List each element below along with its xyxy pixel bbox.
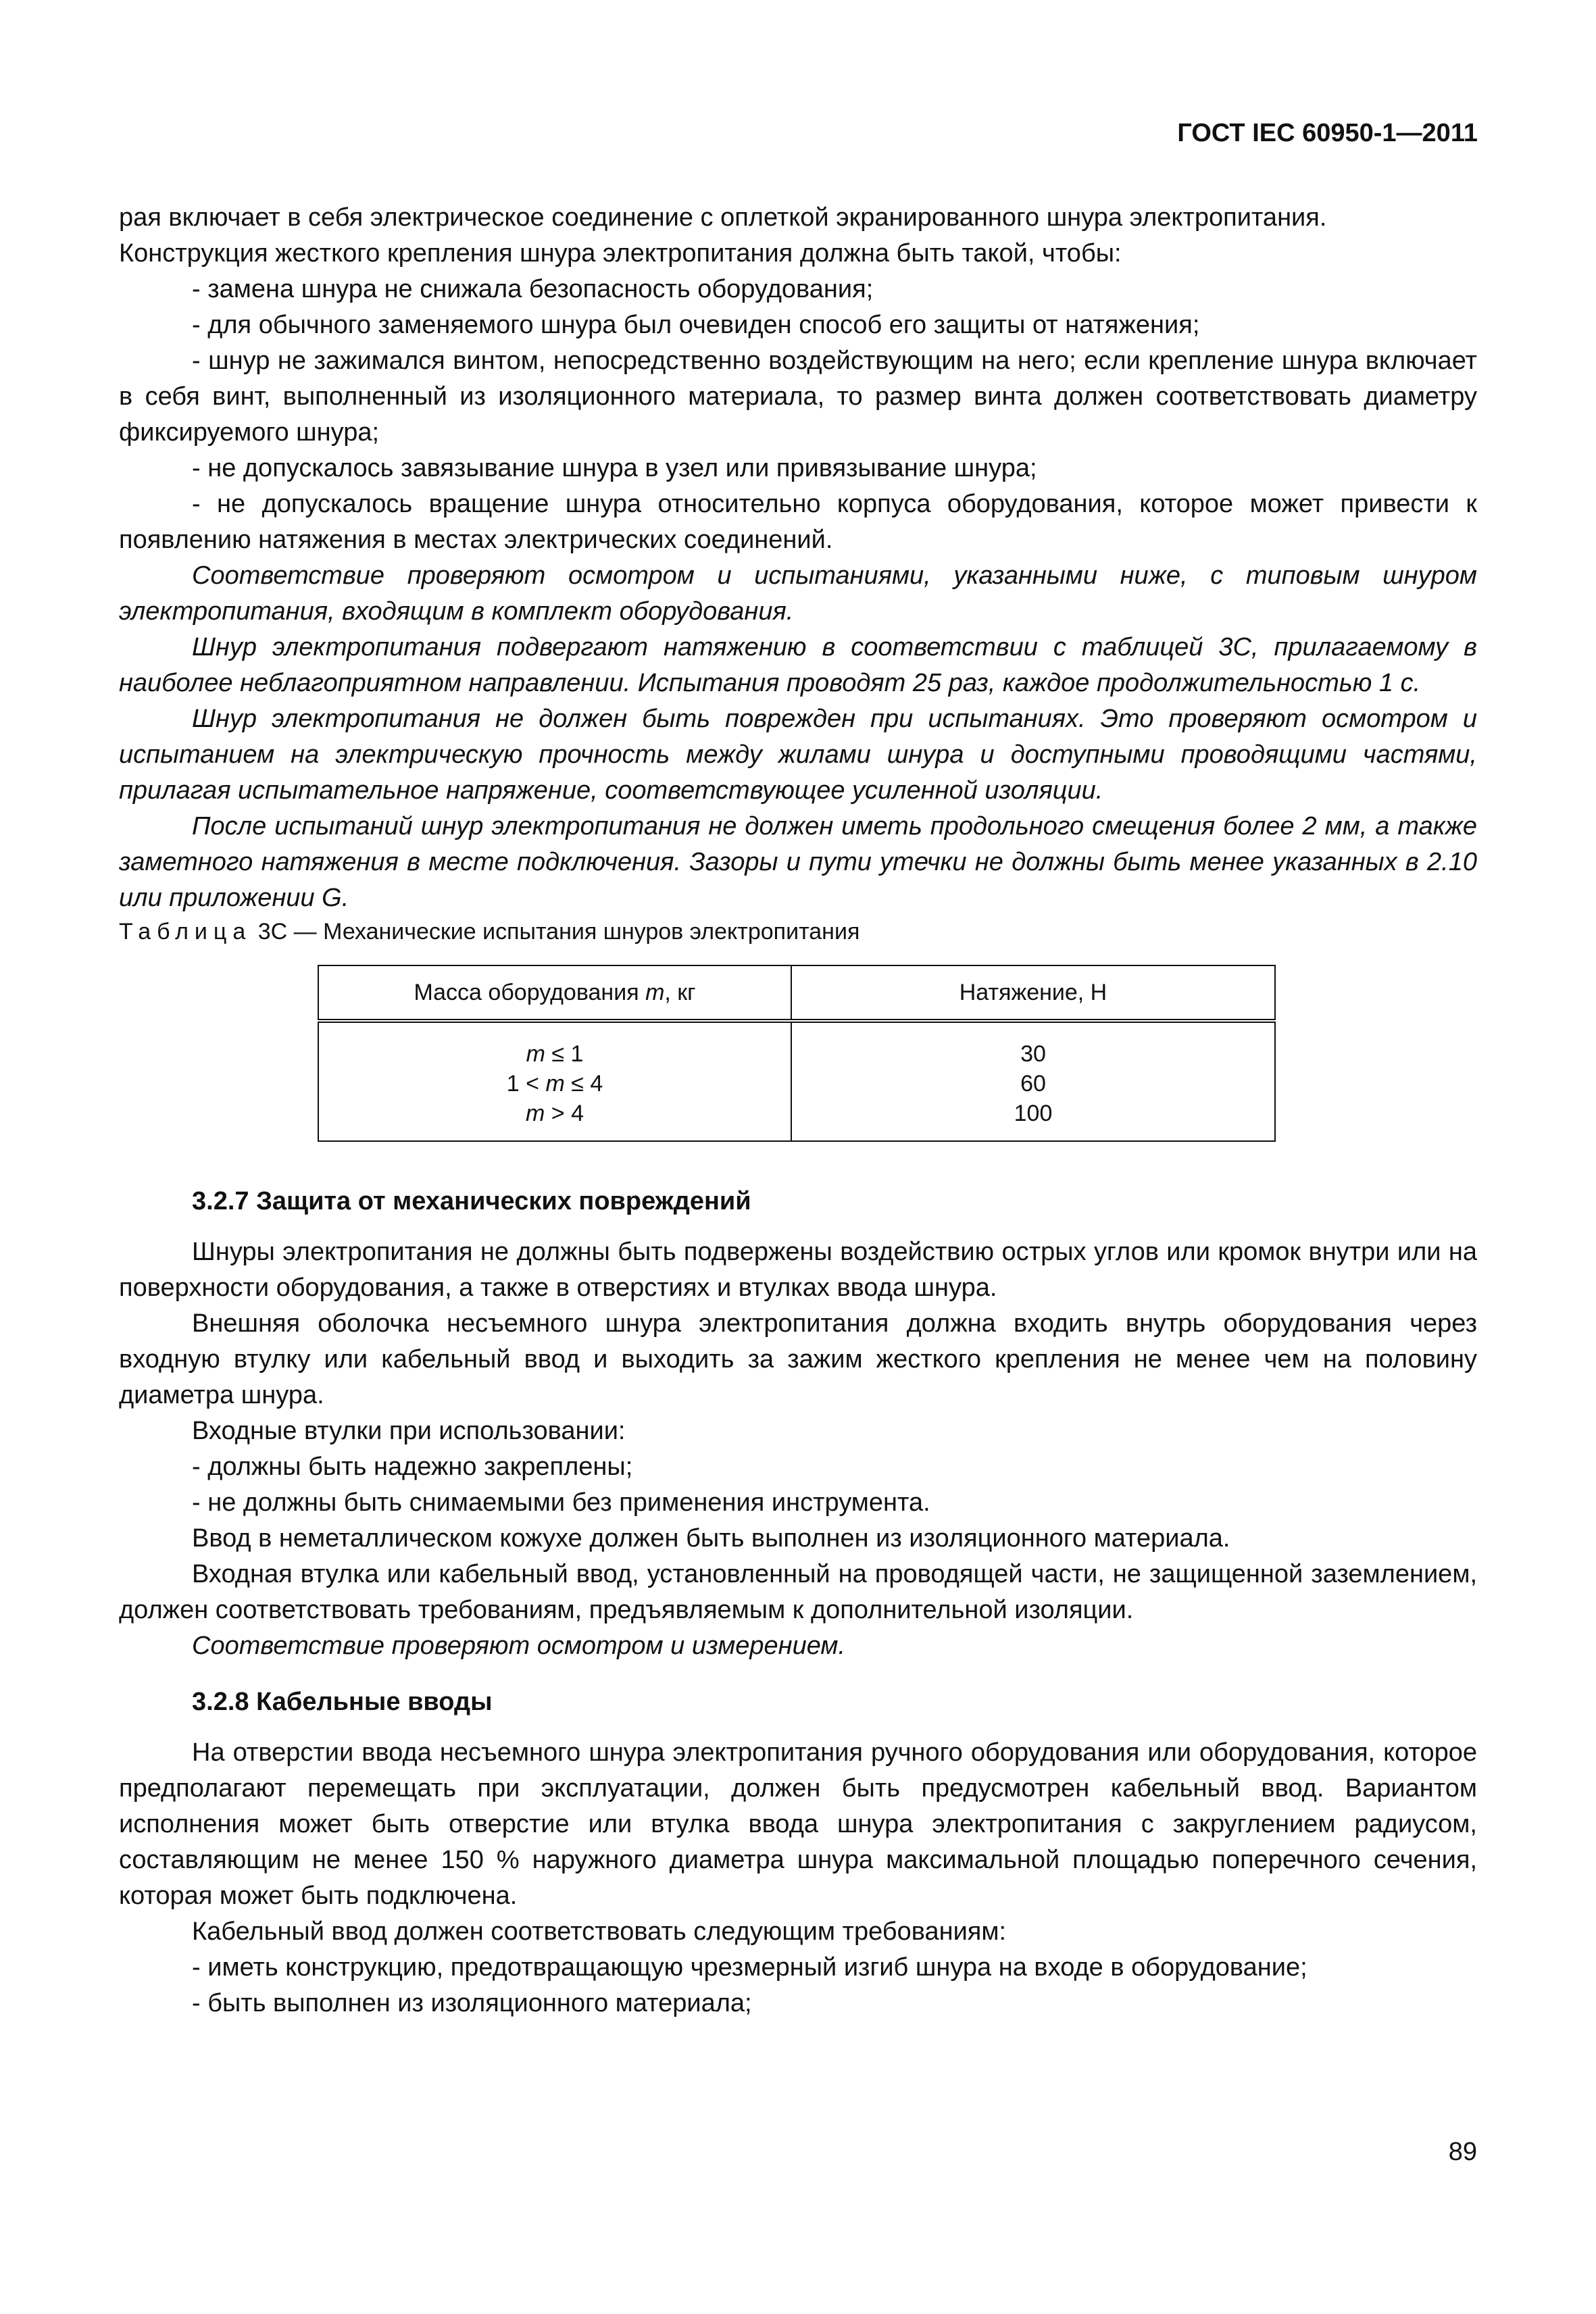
compliance-paragraph: Шнур электропитания не должен быть поврежден при испытаниях. Это проверяют осмотром и испытанием на электрическую прочность между жилами шнура и доступными проводящими частями, прилагая испытательное напряжение, соответствующее усиленной изоляции. [119, 705, 1477, 805]
list-item: - шнур не зажимался винтом, непосредственно воздействующим на него; если крепление шнура включает в себя винт, выполненный из изоляционного материала, то размер винта должен соответствовать диаметру фиксируемого шнура; [119, 347, 1477, 447]
list-item: - не должны быть снимаемыми без применения инструмента. [192, 1488, 930, 1517]
table-row [318, 1021, 1275, 1141]
column-header-tension: Натяжение, Н [791, 965, 1275, 1021]
mass-suffix: ≤ 1 [545, 1041, 584, 1067]
list-item: - не допускалось вращение шнура относительно корпуса оборудования, которое может привести к появлению натяжения в местах электрических соединений. [119, 490, 1477, 554]
document-header: ГОСТ IEC 60950-1—2011 [1177, 119, 1478, 147]
table-caption-title: 3С — Механические испытания шнуров электропитания [251, 919, 860, 945]
list-item: - должны быть надежно закреплены; [192, 1453, 633, 1481]
mass-variable: m [526, 1101, 545, 1126]
header-unit: , кг [664, 979, 696, 1005]
mass-prefix: 1 < [506, 1071, 546, 1097]
compliance-paragraph: Шнур электропитания подвергают натяжению в соответствии с таблицей 3С, прилагаемому в наиболее неблагоприятном направлении. Испытания проводят 25 раз, каждое продолжительностью 1 с. [119, 633, 1477, 697]
paragraph: На отверстии ввода несъемного шнура электропитания ручного оборудования или оборудования, которое предполагают перемещать при эксплуатации, должен быть предусмотрен кабельный ввод. Вариантом исполнения может быть отверстие или втулка ввода шнура электропитания с закруглением радиусом, составляющим не менее 150 % наружного диаметра шнура максимальной площадью поперечного сечения, которая может быть подключена. [119, 1738, 1477, 1910]
tension-cell [791, 1021, 1275, 1141]
mass-suffix: > 4 [545, 1101, 584, 1126]
paragraph: Входная втулка или кабельный ввод, установленный на проводящей части, не защищенной заземлением, должен соответствовать требованиям, предъявляемым к дополнительной изоляции. [119, 1560, 1477, 1624]
tension-value: 100 [1014, 1101, 1053, 1126]
header-text: Масса оборудования [414, 979, 646, 1005]
compliance-paragraph: Соответствие проверяют осмотром и измерением. [192, 1632, 846, 1660]
mass-variable: m [526, 1041, 545, 1067]
mass-variable: m [545, 1071, 565, 1097]
mass-cell [318, 1021, 791, 1141]
mass-value [319, 1039, 791, 1069]
paragraph: Внешняя оболочка несъемного шнура электропитания должна входить внутрь оборудования через входную втулку или кабельный ввод и выходить за зажим жесткого крепления не менее чем на половину диаметра шнура. [119, 1309, 1477, 1409]
paragraph: Ввод в неметаллическом кожухе должен быть выполнен из изоляционного материала. [192, 1524, 1230, 1553]
list-item: - иметь конструкцию, предотвращающую чрезмерный изгиб шнура на входе в оборудование; [192, 1953, 1307, 1982]
compliance-paragraph: После испытаний шнур электропитания не должен иметь продольного смещения более 2 мм, а также заметного натяжения в месте подключения. Зазоры и пути утечки не должны быть менее указанных в 2.10 или приложении G. [119, 812, 1477, 912]
paragraph: Кабельный ввод должен соответствовать следующим требованиям: [192, 1917, 1007, 1946]
header-variable: m [645, 979, 665, 1005]
section-3-2-8-text [119, 1735, 1477, 2021]
top-text-block [119, 200, 1477, 916]
tension-value: 30 [1020, 1041, 1046, 1067]
table-caption-prefix: Таблица [119, 919, 252, 945]
cord-tension-table [318, 965, 1276, 1142]
section-heading-3-2-7: 3.2.7 Защита от механических повреждений [192, 1187, 751, 1215]
section-heading-3-2-8: 3.2.8 Кабельные вводы [192, 1688, 493, 1716]
paragraph: рая включает в себя электрическое соединение с оплеткой экранированного шнура электропитания. [119, 203, 1327, 232]
table-caption [119, 916, 1477, 947]
page-number: 89 [1448, 2138, 1477, 2166]
paragraph: Конструкция жесткого крепления шнура электропитания должна быть такой, чтобы: [119, 239, 1122, 268]
mass-suffix: ≤ 4 [564, 1071, 603, 1097]
list-item: - быть выполнен из изоляционного материала; [192, 1989, 752, 2017]
list-item: - замена шнура не снижала безопасность оборудования; [192, 275, 874, 303]
table-header-row [318, 965, 1275, 1021]
column-header-mass [318, 965, 791, 1021]
list-item: - для обычного заменяемого шнура был очевиден способ его защиты от натяжения; [192, 311, 1200, 339]
document-body [119, 200, 1477, 2021]
section-3-2-7-text [119, 1234, 1477, 1664]
list-item: - не допускалось завязывание шнура в узел или привязывание шнура; [192, 454, 1037, 482]
paragraph: Шнуры электропитания не должны быть подвержены воздействию острых углов или кромок внутри или на поверхности оборудования, а также в отверстиях и втулках ввода шнура. [119, 1238, 1477, 1302]
compliance-paragraph: Соответствие проверяют осмотром и испытаниями, указанными ниже, с типовым шнуром электропитания, входящим в комплект оборудования. [119, 561, 1477, 626]
mass-value [319, 1099, 791, 1128]
tension-value: 60 [1020, 1071, 1046, 1097]
mass-value [319, 1069, 791, 1099]
paragraph: Входные втулки при использовании: [192, 1417, 626, 1445]
